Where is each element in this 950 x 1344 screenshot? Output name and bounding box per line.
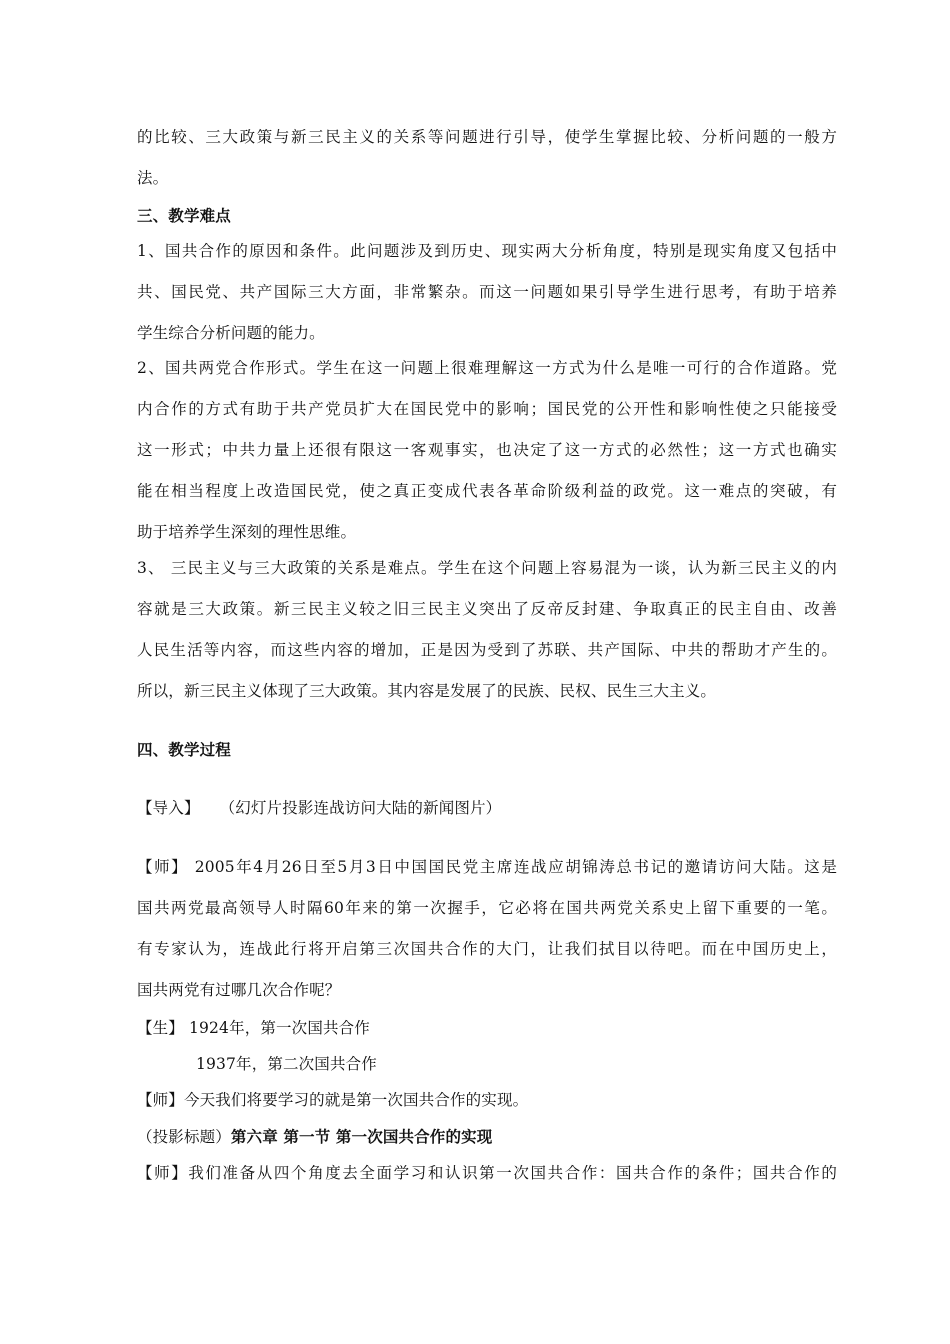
section-heading-difficulties: 三、教学难点: [137, 206, 231, 225]
paragraph-line: 学生综合分析问题的能力。: [137, 324, 325, 342]
paragraph-line: 能在相当程度上改造国民党，使之真正变成代表各革命阶级利益的政党。这一难点的突破，有: [137, 482, 837, 500]
intro-tag: 【导入】: [137, 799, 200, 817]
paragraph-line: 3、 三民主义与三大政策的关系是难点。学生在这个问题上容易混为一谈，认为新三民主义的内: [137, 559, 837, 577]
paragraph-line: 国共两党最高领导人时隔60年来的第一次握手，它必将在国共两党关系史上留下重要的一笔。: [137, 899, 837, 917]
paragraph-line: 2、国共两党合作形式。学生在这一问题上很难理解这一方式为什么是唯一可行的合作道路。党: [137, 359, 837, 377]
intro-line: [137, 798, 837, 818]
projected-title-tag: （投影标题）: [137, 1128, 231, 1146]
paragraph-line: 助于培养学生深刻的理性思维。: [137, 523, 357, 541]
paragraph-line: 内合作的方式有助于共产党员扩大在国民党中的影响；国民党的公开性和影响性使之只能接受: [137, 400, 837, 418]
paragraph-line: 共、国民党、共产国际三大方面，非常繁杂。而这一问题如果引导学生进行思考，有助于培养: [137, 283, 837, 301]
projected-title-line: [137, 1127, 837, 1147]
paragraph-line: 1、国共合作的原因和条件。此问题涉及到历史、现实两大分析角度，特别是现实角度又包括中: [137, 242, 837, 260]
paragraph-line: 有专家认为，连战此行将开启第三次国共合作的大门，让我们拭目以待吧。而在中国历史上，: [137, 940, 837, 958]
paragraph-line: 【师】今天我们将要学习的就是第一次国共合作的实现。: [137, 1091, 529, 1109]
paragraph-line: 国共两党有过哪几次合作呢？: [137, 981, 341, 999]
paragraph-line: 这一形式；中共力量上还很有限这一客观事实，也决定了这一方式的必然性；这一方式也确实: [137, 441, 837, 459]
paragraph-line: 人民生活等内容，而这些内容的增加，正是因为受到了苏联、共产国际、中共的帮助才产生的。: [137, 641, 837, 659]
paragraph-line: 【生】 1924年，第一次国共合作: [137, 1019, 370, 1037]
paragraph-line: 1937年，第二次国共合作: [196, 1055, 377, 1073]
paragraph-line: 法。: [137, 169, 169, 187]
paragraph-line: 【师】我们准备从四个角度去全面学习和认识第一次国共合作：国共合作的条件；国共合作的: [137, 1164, 837, 1182]
paragraph-line: 所以，新三民主义体现了三大政策。其内容是发展了的民族、民权、民生三大主义。: [137, 682, 717, 700]
paragraph-line: 的比较、三大政策与新三民主义的关系等问题进行引导，使学生掌握比较、分析问题的一般方: [137, 128, 837, 146]
paragraph-line: 容就是三大政策。新三民主义较之旧三民主义突出了反帝反封建、争取真正的民主自由、改善: [137, 600, 837, 618]
intro-text: （幻灯片投影连战访问大陆的新闻图片）: [219, 799, 502, 817]
section-heading-process: 四、教学过程: [137, 740, 231, 759]
chapter-title: 第六章 第一节 第一次国共合作的实现: [230, 1127, 493, 1146]
paragraph-line: 【师】 2005年4月26日至5月3日中国国民党主席连战应胡锦涛总书记的邀请访问大陆。这是: [137, 858, 837, 876]
